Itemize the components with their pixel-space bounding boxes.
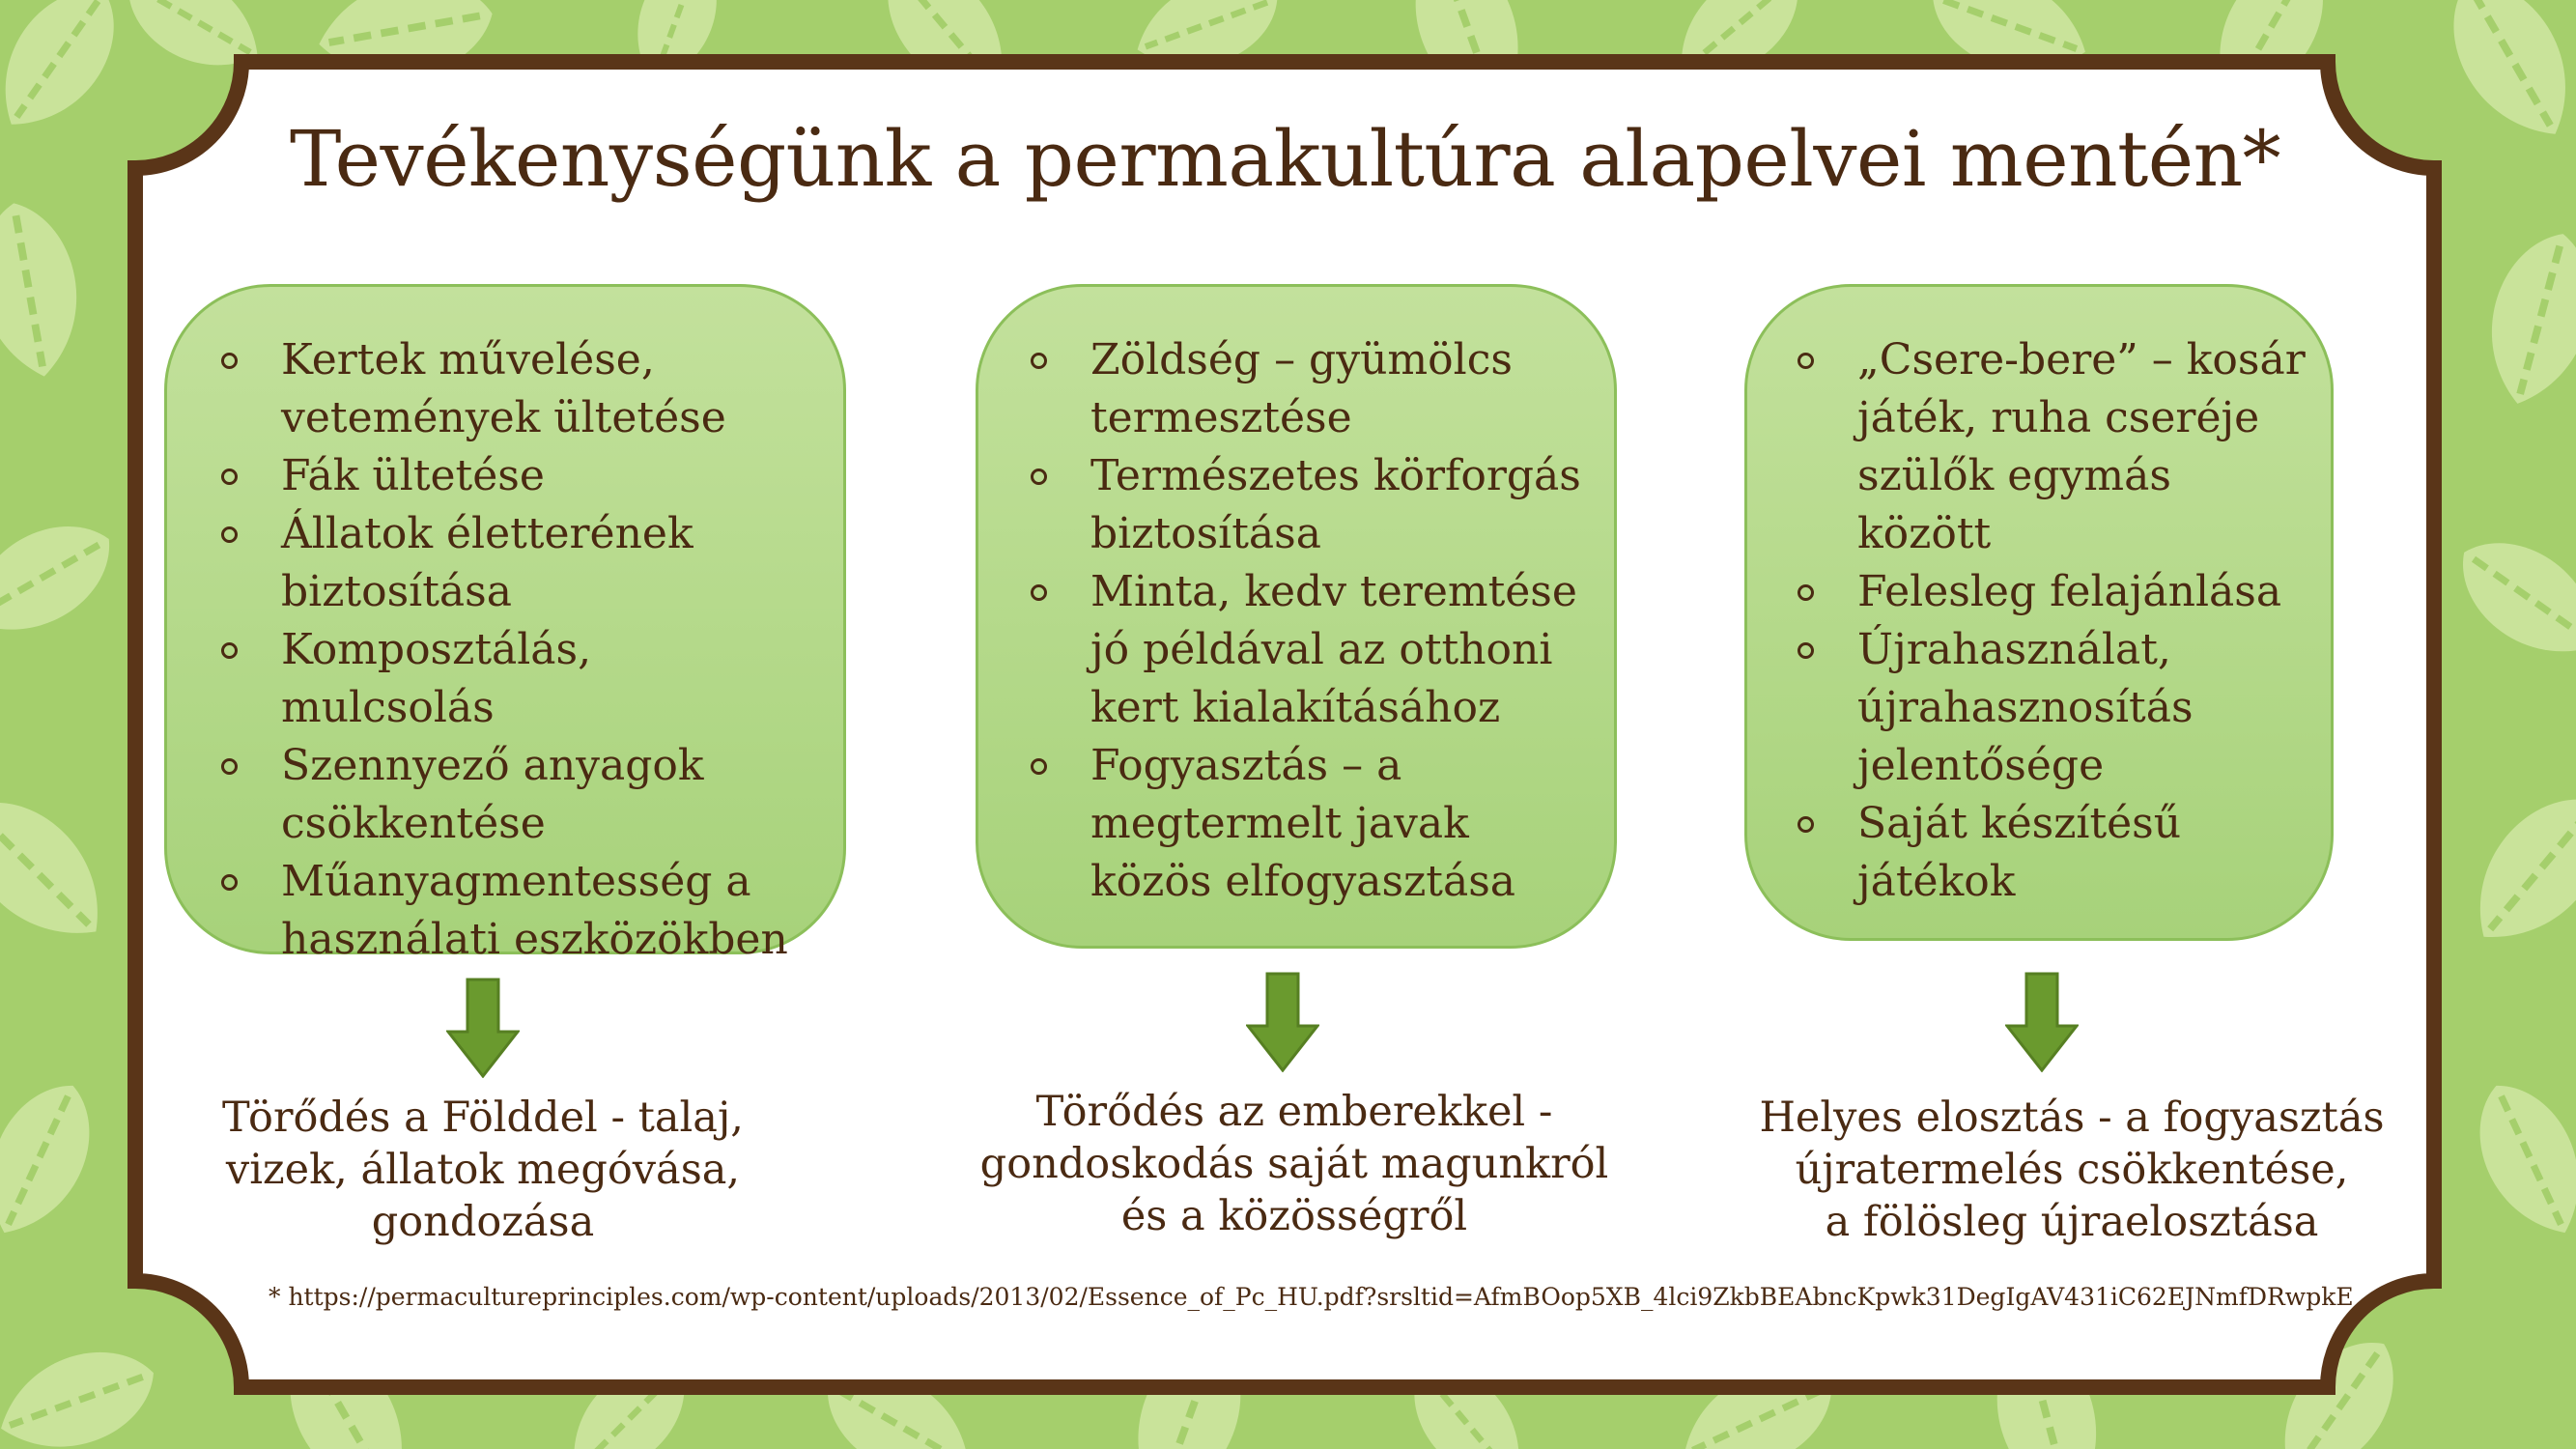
card-earth-care-list: [221, 331, 814, 969]
list-item: Természetes körforgás biztosítása: [1031, 447, 1591, 563]
caption-fair-share: Helyes elosztás - a fogyasztás újratermelés csökkentése, a fölösleg újraelosztása: [1759, 1094, 2385, 1246]
circle-bullet-icon: [1798, 816, 1814, 833]
card-fair-share-list: [1798, 331, 2311, 911]
circle-bullet-icon: [221, 874, 238, 891]
circle-bullet-icon: [1031, 469, 1047, 485]
list-item: Kertek művelése, vetemények ültetése: [221, 331, 814, 447]
arrow-down-icon: [2005, 972, 2079, 1072]
list-item: Fák ültetése: [221, 447, 814, 505]
caption-earth-care: Törődés a Földdel - talaj, vizek, állatok megóvása, gondozása: [222, 1094, 744, 1246]
circle-bullet-icon: [1031, 584, 1047, 601]
list-item: Műanyagmentesség a használati eszközökben: [221, 853, 814, 969]
circle-bullet-icon: [1798, 353, 1814, 369]
list-item: Saját készítésű játékok: [1798, 795, 2311, 911]
circle-bullet-icon: [1798, 642, 1814, 659]
list-item: Állatok életterének biztosítása: [221, 505, 814, 621]
list-item: Komposztálás, mulcsolás: [221, 621, 814, 737]
circle-bullet-icon: [221, 758, 238, 775]
card-people-care: [976, 284, 1617, 949]
footnote-source-link[interactable]: * https://permacultureprinciples.com/wp-content/uploads/2013/02/Essence_of_Pc_HU.pdf?srsltid=AfmBOop5XB_4lci9ZkbBEAbncKpwk31DegIgAV431iC62EJNmfDRwpkE: [269, 1283, 2354, 1311]
circle-bullet-icon: [221, 469, 238, 485]
caption-people-care: Törődés az emberekkel - gondoskodás saját magunkról és a közösségről: [979, 1088, 1609, 1240]
circle-bullet-icon: [221, 642, 238, 659]
card-fair-share: [1744, 284, 2334, 941]
arrow-down-icon: [446, 978, 520, 1078]
list-item: Zöldség – gyümölcs termesztése: [1031, 331, 1591, 447]
circle-bullet-icon: [221, 353, 238, 369]
circle-bullet-icon: [1031, 758, 1047, 775]
page-title: Tevékenységünk a permakultúra alapelvei mentén*: [290, 114, 2281, 204]
list-item: Felesleg felajánlása: [1798, 563, 2311, 621]
list-item: „Csere-bere” – kosár játék, ruha cseréje szülők egymás között: [1798, 331, 2311, 563]
list-item: Újrahasználat, újrahasznosítás jelentősége: [1798, 621, 2311, 795]
circle-bullet-icon: [221, 526, 238, 543]
list-item: Fogyasztás – a megtermelt javak közös elfogyasztása: [1031, 737, 1591, 911]
arrow-down-icon: [1246, 972, 1319, 1072]
circle-bullet-icon: [1798, 584, 1814, 601]
card-earth-care: [164, 284, 846, 964]
list-item: Minta, kedv teremtése jó példával az otthoni kert kialakításához: [1031, 563, 1591, 737]
card-people-care-list: [1031, 331, 1591, 911]
list-item: Szennyező anyagok csökkentése: [221, 737, 814, 853]
circle-bullet-icon: [1031, 353, 1047, 369]
